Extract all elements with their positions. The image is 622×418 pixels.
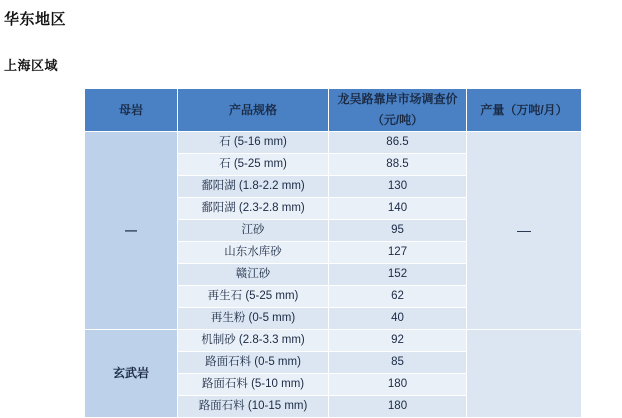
table-header xyxy=(85,89,582,132)
column-header-output: 产量（万吨/月） xyxy=(467,89,582,132)
table-row xyxy=(85,330,582,352)
table-body xyxy=(85,132,582,418)
price-cell: 62 xyxy=(329,286,467,308)
spec-cell: 鄱阳湖 (1.8-2.2 mm) xyxy=(178,176,329,198)
spec-cell: 机制砂 (2.8-3.3 mm) xyxy=(178,330,329,352)
output-cell-group-1: — xyxy=(467,132,582,330)
price-cell: 180 xyxy=(329,374,467,396)
price-cell: 88.5 xyxy=(329,154,467,176)
spec-cell: 石 (5-25 mm) xyxy=(178,154,329,176)
price-cell: 95 xyxy=(329,220,467,242)
spec-cell: 鄱阳湖 (2.3-2.8 mm) xyxy=(178,198,329,220)
column-header-rock: 母岩 xyxy=(85,89,178,132)
price-cell: 130 xyxy=(329,176,467,198)
spec-cell: 再生石 (5-25 mm) xyxy=(178,286,329,308)
page-title: 华东地区 xyxy=(4,11,67,28)
price-table-container xyxy=(84,88,577,418)
price-cell: 40 xyxy=(329,308,467,330)
spec-cell: 再生粉 (0-5 mm) xyxy=(178,308,329,330)
spec-cell: 赣江砂 xyxy=(178,264,329,286)
price-table xyxy=(84,88,582,418)
spec-cell: 山东水库砂 xyxy=(178,242,329,264)
spec-cell: 路面石料 (0-5 mm) xyxy=(178,352,329,374)
spec-cell: 江砂 xyxy=(178,220,329,242)
rock-cell-group-2: 玄武岩 xyxy=(85,330,178,418)
price-cell: 140 xyxy=(329,198,467,220)
spec-cell: 路面石料 (10-15 mm) xyxy=(178,396,329,418)
column-header-price: 龙吴路靠岸市场调查价（元/吨） xyxy=(329,89,467,132)
output-cell-group-2 xyxy=(467,330,582,418)
price-cell: 180 xyxy=(329,396,467,418)
price-cell: 92 xyxy=(329,330,467,352)
table-row xyxy=(85,132,582,154)
spec-cell: 石 (5-16 mm) xyxy=(178,132,329,154)
column-header-spec: 产品规格 xyxy=(178,89,329,132)
table-header-row xyxy=(85,89,582,132)
price-cell: 127 xyxy=(329,242,467,264)
spec-cell: 路面石料 (5-10 mm) xyxy=(178,374,329,396)
price-cell: 152 xyxy=(329,264,467,286)
price-cell: 85 xyxy=(329,352,467,374)
rock-cell-group-1: — xyxy=(85,132,178,330)
section-subtitle: 上海区域 xyxy=(4,58,59,73)
price-cell: 86.5 xyxy=(329,132,467,154)
